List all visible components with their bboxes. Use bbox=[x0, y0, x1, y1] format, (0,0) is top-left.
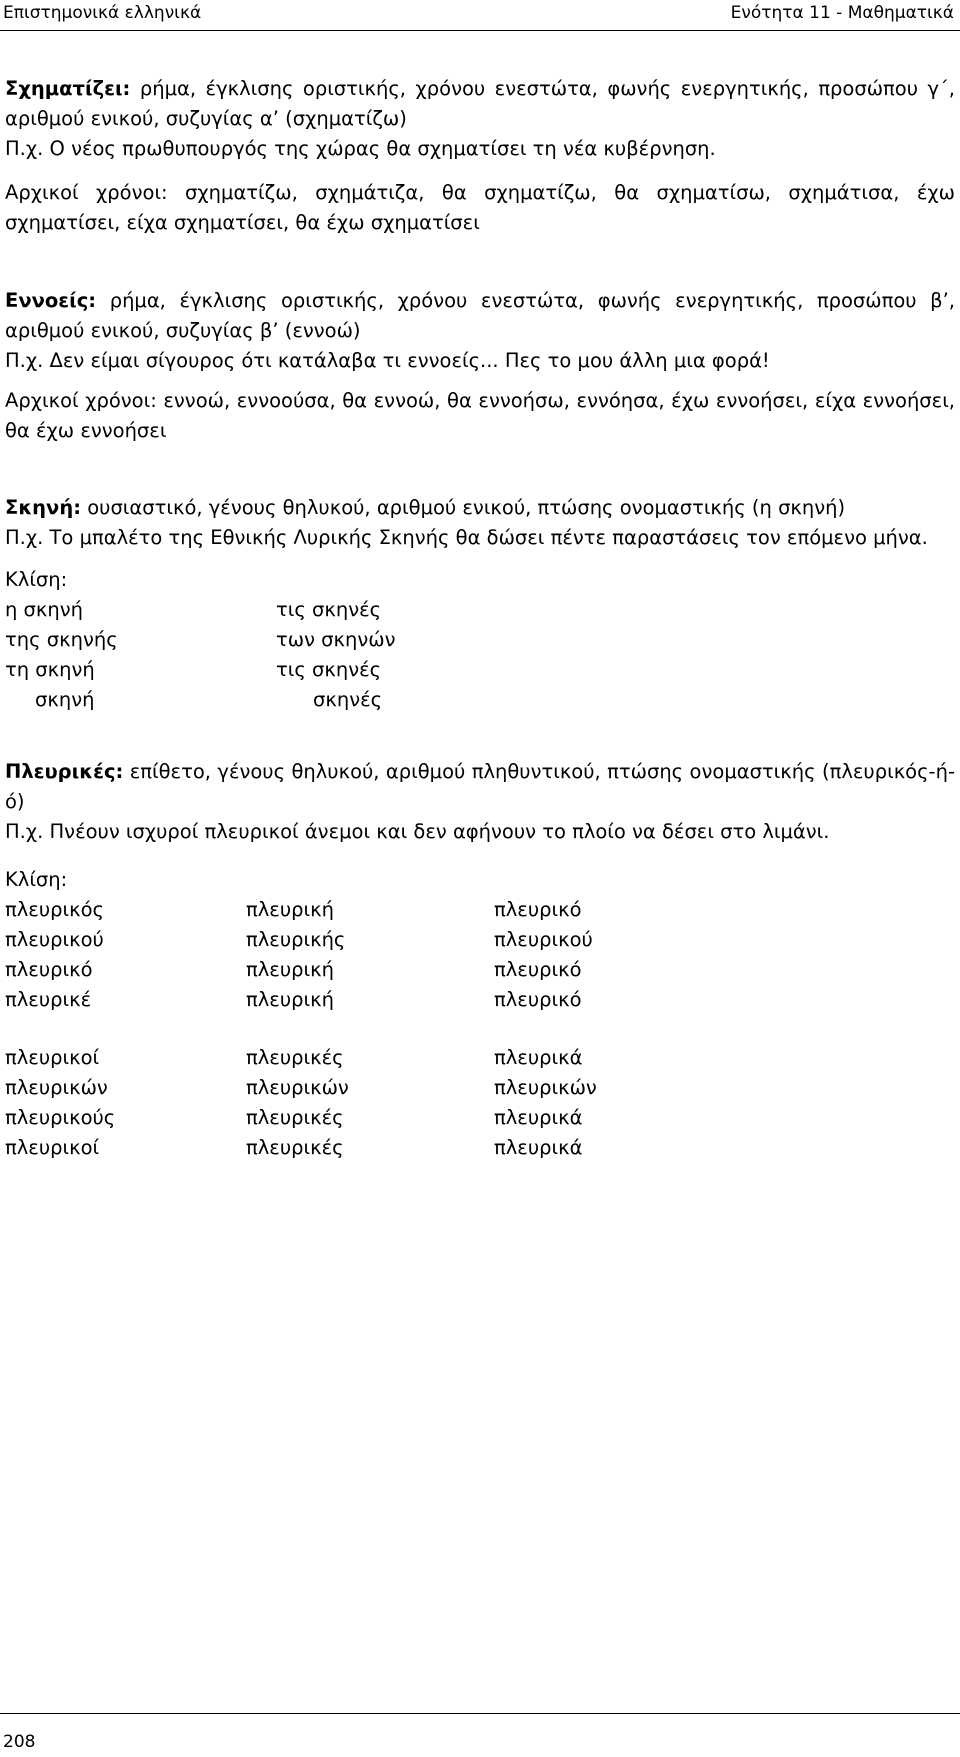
entry-principal-tenses: Αρχικοί χρόνοι: εννοώ, εννοούσα, θα εννοώ, θα εννοήσω, εννόησα, έχω εννοήσει, είχα εννοήσει, θα έχω εννοήσει bbox=[5, 389, 955, 442]
entry-term: Σκηνή: bbox=[5, 496, 82, 519]
table-cell: σκηνή bbox=[35, 688, 95, 711]
page-header bbox=[0, 0, 960, 31]
table-cell: πλευρικό bbox=[494, 898, 582, 921]
table-cell: πλευρικά bbox=[494, 1106, 583, 1129]
table-cell: τις σκηνές bbox=[276, 658, 382, 681]
table-cell: πλευρικού bbox=[494, 928, 593, 951]
header-book-title: Επιστημονικά ελληνικά bbox=[3, 3, 202, 23]
table-row bbox=[5, 955, 694, 985]
table-cell: πλευρικοί bbox=[5, 1136, 100, 1159]
page-content bbox=[5, 74, 955, 1163]
table-cell: πλευρική bbox=[246, 898, 334, 921]
table-cell: πλευρικό bbox=[494, 958, 582, 981]
header-unit-title: Ενότητα 11 - Μαθηματικά bbox=[730, 3, 954, 23]
entry-term: Σχηματίζει: bbox=[5, 77, 131, 100]
table-row bbox=[5, 655, 561, 685]
table-cell: πλευρικού bbox=[5, 928, 104, 951]
declension-table-plural bbox=[5, 1043, 694, 1163]
table-row bbox=[5, 595, 561, 625]
declension-table bbox=[5, 595, 561, 715]
table-cell: πλευρικής bbox=[246, 928, 346, 951]
table-cell: της σκηνής bbox=[5, 628, 118, 651]
entry-grammar: ρήμα, έγκλισης οριστικής, χρόνου ενεστώτα, φωνής ενεργητικής, προσώπου β’, αριθμού ενικού, συζυγίας β’ (εννοώ) bbox=[5, 289, 955, 342]
table-cell: πλευρικές bbox=[246, 1106, 344, 1129]
table-cell: πλευρική bbox=[246, 958, 334, 981]
table-cell: πλευρικών bbox=[494, 1076, 597, 1099]
table-cell: σκηνές bbox=[313, 688, 383, 711]
table-cell: πλευρική bbox=[246, 988, 334, 1011]
entry-term: Πλευρικές: bbox=[5, 760, 124, 783]
table-row bbox=[5, 985, 694, 1015]
table-cell: πλευρικά bbox=[494, 1046, 583, 1069]
table-cell: πλευρικών bbox=[246, 1076, 349, 1099]
table-cell: πλευρικοί bbox=[5, 1046, 100, 1069]
entry-grammar: επίθετο, γένους θηλυκού, αριθμού πληθυντικού, πτώσης ονομαστικής (πλευρικός-ή-ό) bbox=[5, 760, 955, 813]
table-row bbox=[5, 1073, 694, 1103]
table-cell: η σκηνή bbox=[5, 598, 84, 621]
table-cell: πλευρικές bbox=[246, 1046, 344, 1069]
entry-example: Π.χ. Δεν είμαι σίγουρος ότι κατάλαβα τι εννοείς... Πες το μου άλλη μια φορά! bbox=[5, 349, 770, 372]
entry-skini bbox=[5, 493, 955, 715]
page-footer bbox=[0, 1713, 960, 1752]
entry-example: Π.χ. Πνέουν ισχυροί πλευρικοί άνεμοι και δεν αφήνουν το πλοίο να δέσει στο λιμάνι. bbox=[5, 820, 830, 843]
table-cell: τη σκηνή bbox=[5, 658, 95, 681]
entry-definition bbox=[5, 74, 955, 134]
entry-plevrikes bbox=[5, 757, 955, 1163]
page-number: 208 bbox=[3, 1732, 36, 1752]
table-cell: πλευρικών bbox=[5, 1076, 108, 1099]
declension-label: Κλίση: bbox=[5, 868, 68, 891]
table-cell: τις σκηνές bbox=[276, 598, 382, 621]
entry-example: Π.χ. Ο νέος πρωθυπουργός της χώρας θα σχηματίσει τη νέα κυβέρνηση. bbox=[5, 137, 716, 160]
table-row bbox=[5, 925, 694, 955]
table-row bbox=[5, 1103, 694, 1133]
table-cell: πλευρικέ bbox=[5, 988, 92, 1011]
entry-grammar: ρήμα, έγκλισης οριστικής, χρόνου ενεστώτα, φωνής ενεργητικής, προσώπου γ΄, αριθμού ενικού, συζυγίας α’ (σχηματίζω) bbox=[5, 77, 955, 130]
table-row bbox=[5, 1043, 694, 1073]
table-row bbox=[5, 625, 561, 655]
entry-ennoeis bbox=[5, 286, 955, 446]
entry-principal-tenses: Αρχικοί χρόνοι: σχηματίζω, σχημάτιζα, θα σχηματίζω, θα σχηματίσω, σχημάτισα, έχω σχηματίσει, είχα σχηματίσει, θα έχω σχηματίσει bbox=[5, 181, 955, 234]
declension-label: Κλίση: bbox=[5, 568, 68, 591]
entry-term: Εννοείς: bbox=[5, 289, 97, 312]
table-row bbox=[5, 685, 561, 715]
entry-definition bbox=[5, 493, 955, 523]
table-row bbox=[5, 895, 694, 925]
entry-schimatizei bbox=[5, 74, 955, 238]
table-cell: πλευρικούς bbox=[5, 1106, 116, 1129]
table-cell: πλευρικό bbox=[5, 958, 93, 981]
table-cell: πλευρικός bbox=[5, 898, 104, 921]
table-cell: πλευρικό bbox=[494, 988, 582, 1011]
entry-example: Π.χ. Το μπαλέτο της Εθνικής Λυρικής Σκηνής θα δώσει πέντε παραστάσεις τον επόμενο μήνα. bbox=[5, 526, 928, 549]
entry-definition bbox=[5, 757, 955, 817]
entry-definition bbox=[5, 286, 955, 346]
table-cell: πλευρικές bbox=[246, 1136, 344, 1159]
table-cell: πλευρικά bbox=[494, 1136, 583, 1159]
table-row bbox=[5, 1133, 694, 1163]
declension-table-singular bbox=[5, 895, 694, 1015]
entry-grammar: ουσιαστικό, γένους θηλυκού, αριθμού ενικού, πτώσης ονομαστικής (η σκηνή) bbox=[81, 496, 846, 519]
table-cell: των σκηνών bbox=[276, 628, 396, 651]
